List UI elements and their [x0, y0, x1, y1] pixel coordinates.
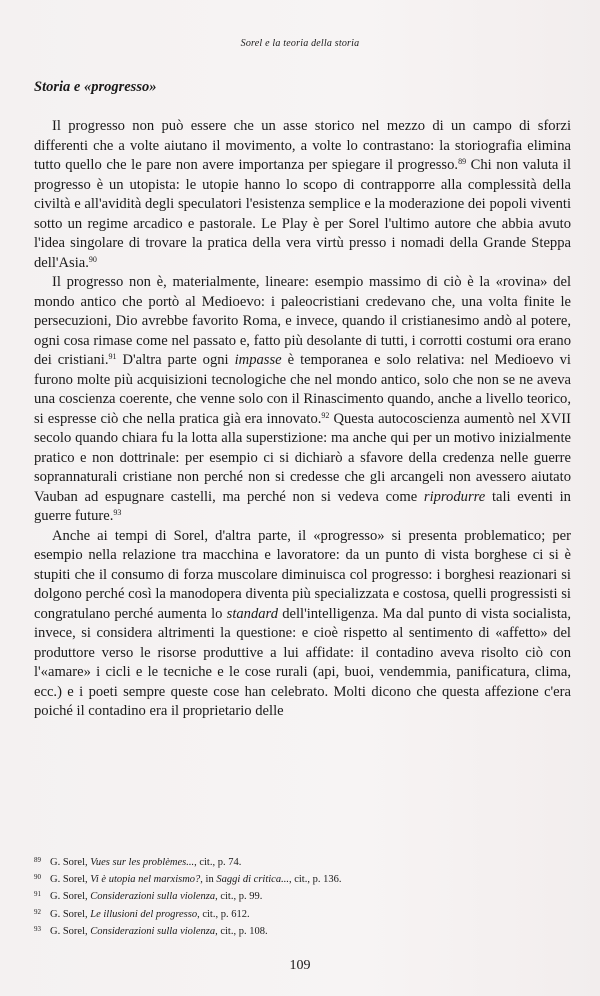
footnote-number: 93 [34, 924, 41, 933]
running-head: Sorel e la teoria della storia [240, 38, 360, 49]
footnote-ref: 93 [113, 508, 122, 517]
footnote: 90 G. Sorel, Vi è utopia nel marxismo?, in Saggi di critica..., cit., p. 136. [34, 871, 574, 888]
footnote-number: 90 [34, 873, 41, 882]
italic-term: impasse [234, 352, 282, 368]
italic-term: riprodurre [423, 488, 486, 505]
footnote-ref: 91 [108, 352, 117, 361]
footnote-number: 91 [34, 890, 41, 899]
footnote: 93 G. Sorel, Considerazioni sulla violenza, cit., p. 108. [34, 923, 574, 940]
footnote: 91 G. Sorel, Considerazioni sulla violenza, cit., p. 99. [34, 888, 574, 905]
footnote-ref: 89 [458, 157, 467, 166]
footnotes [34, 854, 574, 940]
paragraph: Il progresso non può essere che un asse storico nel mezzo di un campo di sforzi differenti che a volte aiutano il movimento, a volte lo contrastano: la storiografia elimina tutto quello che le pare non avere importanza per spiegare il progresso.$^{89}$ Chi non valuta il progresso è un utopista: le utopie hanno lo scopo di contrapporre alla complessità della civiltà e all'avidità degli speculatori l'esistenza semplice e la moderazione dei popoli viventi sotto un regime arcadico e pastorale. Le Play è per Sorel l'ultimo autore che abbia avuto l'idea singolare di trovare la pratica della vera virtù presso i nomadi della Grande Steppa dell'Asia.$^{90}$ [34, 118, 572, 271]
body-text [34, 117, 571, 722]
paragraph: Il progresso non è, materialmente, lineare: esempio massimo di ciò è la «rovina» del mondo antico che portò al Medioevo: i paleocristiani credevano che, una volta finite le persecuzioni, Dio avrebbe favorito Roma, e invece, quando il cristianesimo andò al potere, ogni cosa rimase come nel passato e, fatto più desolante di tutti, i corrotti costumi ora erano dei cristiani.$^{91}$ D'altra parte ogni impasse è temporanea e solo relativa: nel Medioevo vi furono molte più acquisizioni tecnologiche che nel mondo antico, solo che non se ne aveva una coscienza coerente, che venne solo con il Rinascimento quando, anche a livello teorico, si espresse ciò che nella pratica già era innovato.$^{92}$ Questa autocoscienza aumentò nel XVII secolo quando chiara fu la lotta alla superstizione: ma anche qui per un motivo inizialmente pratico e non dottrinale: per esempio ci si dichiarò a sfavore della credenza nelle guerre soprannaturali cristiane non perché non si credesse che gli arcangeli non avessero aiutato Vauban ad espugnare castelli, ma perché non si vedeva come riprodurre tali eventi in guerre future.$^{93}$ [34, 274, 571, 524]
paragraph: Anche ai tempi di Sorel, d'altra parte, il «progresso» si presenta problematico; per esempio nella relazione tra macchina e lavoratore: da un punto di vista borghese ci si è stupiti che il consumo di forza muscolare diminuisca col progresso: i borghesi reazionari si dolgono perché così la manodopera diventa più specializzata e costosa, quelli progressisti si congratulano perché aumenta lo standard dell'intelligenza. Ma dal punto di vista socialista, invece, si considera altrimenti la questione: e cioè rispetto al sentimento di «affetto» del produttore verso le risorse produttive a lui affidate: il contadino aveva risolto ciò con l'«amare» i cicli e le tecniche e le cose rurali (api, buoi, vendemmia, panificatura, clima, ecc.) e i poeti sempre queste cose han celebrato. Molti dicono che questa affezione c'era poiché il contadino era il proprietario delle [34, 527, 571, 719]
footnote-ref: 90 [88, 254, 97, 264]
footnote: 92 G. Sorel, Le illusioni del progresso, cit., p. 612. [34, 906, 574, 923]
italic-term: standard [226, 605, 278, 622]
section-title: Storia e «progresso» [34, 79, 157, 95]
page-number: 109 [289, 958, 311, 973]
footnote: 89 G. Sorel, Vues sur les problèmes..., cit., p. 74. [34, 854, 574, 871]
footnote-number: 89 [34, 856, 41, 864]
footnote-number: 92 [34, 907, 41, 916]
footnote-ref: 92 [321, 410, 330, 420]
